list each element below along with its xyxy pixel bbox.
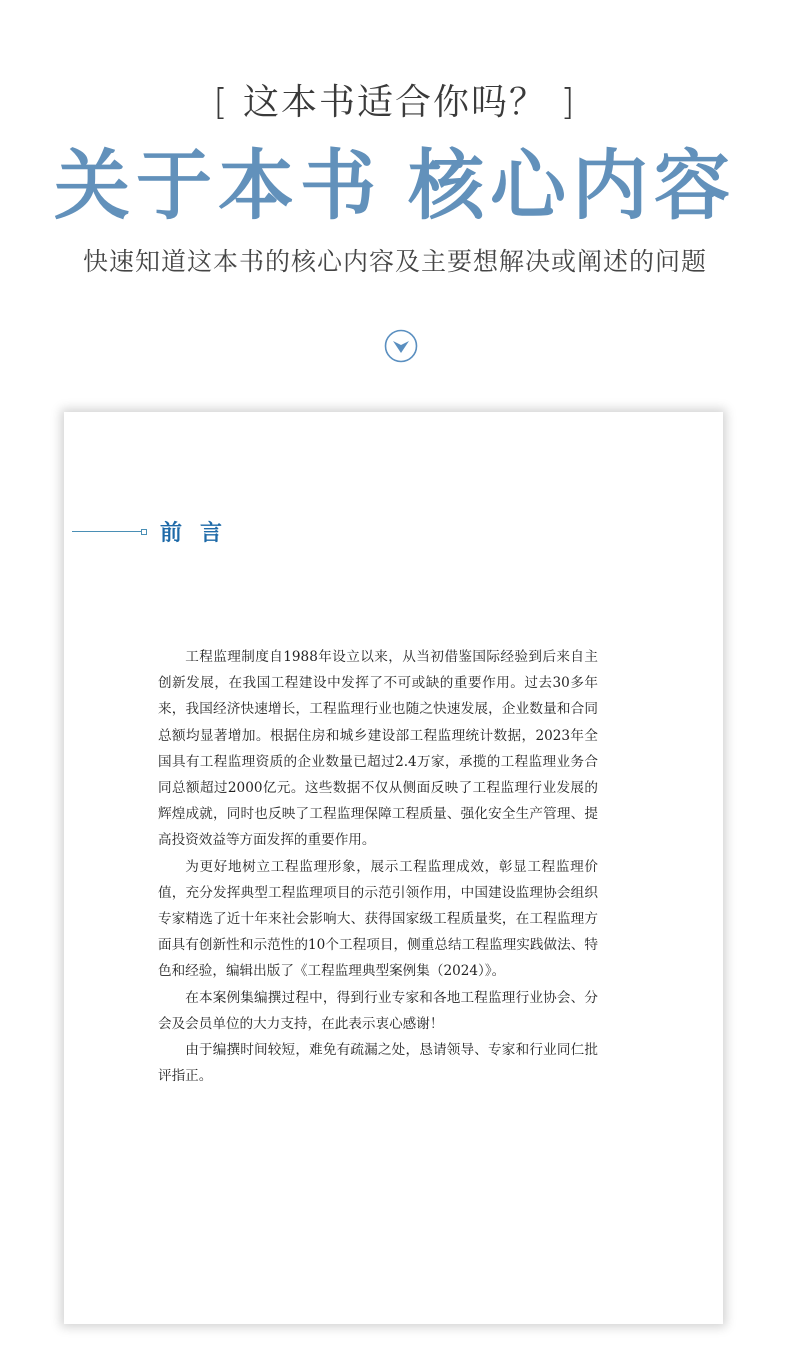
subtitle: 快速知道这本书的核心内容及主要想解决或阐述的问题 [82, 247, 707, 276]
book-page [64, 412, 723, 1324]
eyebrow-heading [0, 78, 790, 128]
bracket-open: [ [213, 82, 230, 123]
paragraph-3: 在本案例集编撰过程中，得到行业专家和各地工程监理行业协会、分会及会员单位的大力支持，在此表示衷心感谢！ [158, 989, 598, 1032]
hero-title [0, 140, 790, 232]
section-heading [72, 516, 240, 546]
hero-title-part1: 关于本书 [54, 141, 382, 230]
paragraph-2: 为更好地树立工程监理形象，展示工程监理成效，彰显工程监理价值，充分发挥典型工程监理项目的示范引领作用，中国建设监理协会组织专家精选了近十年来社会影响大、获得国家级工程质量奖，在工程监理方面具有创新性和示范性的10个工程项目，侧重总结工程监理实践做法、特色和经验，编辑出版了《工程监理典型案例集（2024）》。 [158, 858, 598, 980]
section-title: 前言 [160, 520, 241, 546]
bracket-close: ] [560, 82, 577, 123]
eyebrow-text: 这本书适合你吗？ [242, 82, 547, 123]
hero-title-part2: 核心内容 [408, 141, 736, 230]
paragraph-4: 由于编撰时间较短，难免有疏漏之处，恳请领导、专家和行业同仁批评指正。 [158, 1042, 598, 1085]
paragraph-1: 工程监理制度自1988年设立以来，从当初借鉴国际经验到后来自主创新发展，在我国工程建设中发挥了不可或缺的重要作用。过去30多年来，我国经济快速增长，工程监理行业也随之快速发展，企业数量和合同总额均显著增加。根据住房和城乡建设部工程监理统计数据，2023年全国具有工程监理资质的企业数量已超过2.4万家，承揽的工程监理业务合同总额超过2000亿元。这些数据不仅从侧面反映了工程监理行业发展的辉煌成就，同时也反映了工程监理保障工程质量、强化安全生产管理、提高投资效益等方面发挥的重要作用。 [158, 649, 598, 849]
heading-rule [72, 531, 144, 532]
preface-body [158, 644, 598, 1089]
chevron-down-circle-icon[interactable] [384, 329, 418, 363]
